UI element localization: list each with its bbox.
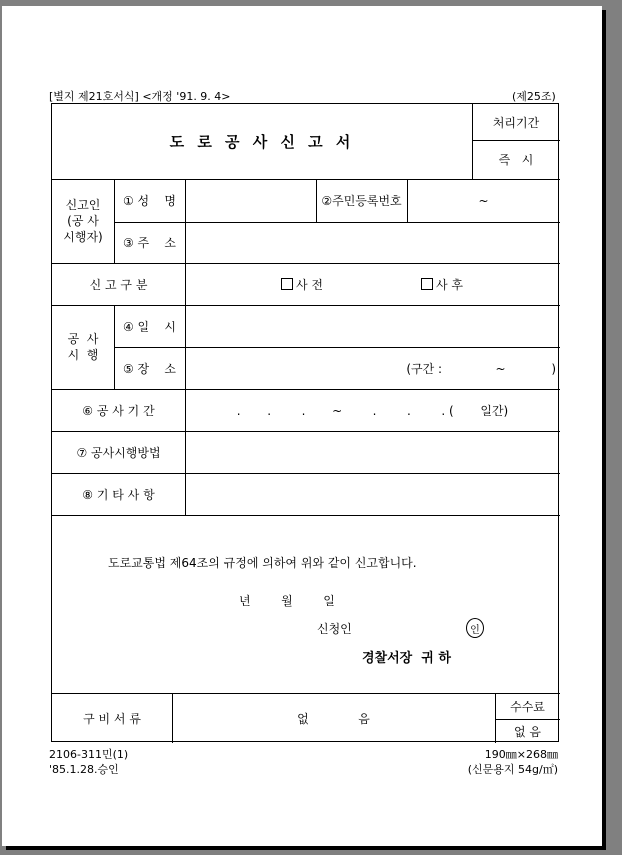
form-title: 도 로 공 사 신 고 서 [169,133,355,151]
option-before[interactable] [252,263,352,305]
article-reference: (제25조) [512,90,556,103]
fee-label: 수수료 [510,699,545,714]
address-label: ③ 주 소 [122,236,176,250]
construction-group-label: 공 사 시 행 [67,332,99,362]
processing-period-value: 즉 시 [498,153,534,167]
name-field[interactable] [185,179,316,222]
resident-number-field[interactable]: ~ [478,193,489,208]
report-form [51,103,559,742]
address-field[interactable] [185,222,560,263]
processing-period-label: 처리기간 [492,115,540,130]
paper-size: 190㎜×268㎜ [484,748,558,761]
etc-field[interactable] [185,473,560,515]
method-label: ⑦ 공사시행방법 [76,445,161,460]
date-line: 년 월 일 [239,594,335,608]
place-label: ⑤ 장 소 [122,361,176,376]
checkbox-before[interactable] [281,278,293,290]
fee-value: 없 음 [514,724,541,739]
documents-label: 구 비 서 류 [83,711,141,726]
method-field[interactable] [185,431,560,473]
option-after-label: 사 후 [436,277,463,292]
name-label: ① 성 명 [122,194,176,208]
checkbox-after[interactable] [421,278,433,290]
applicant-group-label: 신고인 (공 사 시행자) [63,198,103,244]
period-label: ⑥ 공 사 기 간 [82,403,155,418]
etc-label: ⑧ 기 타 사 항 [82,487,155,502]
option-after[interactable] [392,263,492,305]
period-field[interactable]: . . . ~ . . . ( 일간) [236,403,509,418]
seal-mark: 인 [466,618,484,638]
form-page [2,6,602,846]
datetime-label: ④ 일 시 [122,319,176,334]
form-code: 2106-311민(1) [49,748,129,761]
resident-number-label: ②주민등록번호 [321,194,402,208]
recipient: 경찰서장 귀 하 [362,651,451,666]
paper-type: (신문용지 54g/㎡) [467,763,558,776]
documents-value: 없 음 [297,711,370,726]
report-type-label: 신 고 구 분 [89,277,148,292]
approval-date: '85.1.28.승인 [49,763,119,776]
place-section-field[interactable]: (구간 : ~ ) [406,361,556,376]
option-before-label: 사 전 [296,277,323,292]
form-reference: [별지 제21호서식] <개정 '91. 9. 4> [49,90,231,103]
declaration-statement: 도로교통법 제64조의 규정에 의하여 위와 같이 신고합니다. [108,556,417,570]
datetime-field[interactable] [185,305,560,347]
applicant-sign-label: 신청인 [317,622,352,636]
